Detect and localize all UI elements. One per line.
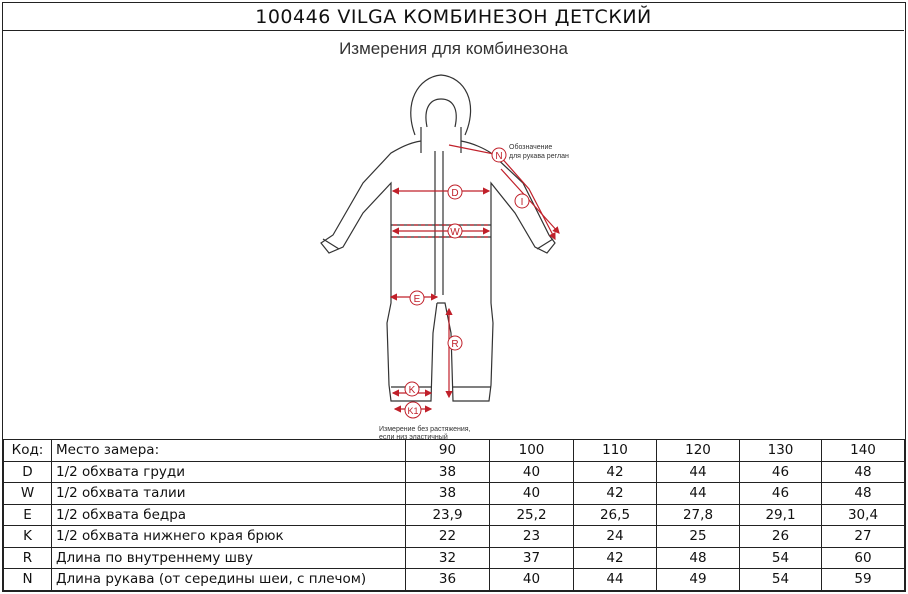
row-code: K xyxy=(4,526,52,548)
table-header-row xyxy=(4,440,905,462)
label-r: R xyxy=(451,339,459,350)
row-measure-name: 1/2 обхвата груди xyxy=(52,461,406,483)
label-d: D xyxy=(451,188,459,199)
row-value: 54 xyxy=(740,547,822,569)
row-value: 42 xyxy=(574,483,657,505)
row-code: D xyxy=(4,461,52,483)
header-size: 140 xyxy=(822,440,905,462)
row-value: 23,9 xyxy=(406,504,490,526)
row-value: 54 xyxy=(740,569,822,591)
label-i: I xyxy=(520,197,524,208)
table-row xyxy=(4,504,905,526)
row-measure-name: 1/2 обхвата нижнего края брюк xyxy=(52,526,406,548)
row-value: 23 xyxy=(490,526,574,548)
row-value: 42 xyxy=(574,461,657,483)
row-measure-name: Длина рукава (от середины шеи, с плечом) xyxy=(52,569,406,591)
row-measure-name: Длина по внутреннему шву xyxy=(52,547,406,569)
row-value: 37 xyxy=(490,547,574,569)
row-measure-name: 1/2 обхвата бедра xyxy=(52,504,406,526)
row-value: 27 xyxy=(822,526,905,548)
diagram-subtitle: Измерения для комбинезона xyxy=(339,39,568,58)
row-value: 22 xyxy=(406,526,490,548)
row-value: 25 xyxy=(657,526,740,548)
row-code: R xyxy=(4,547,52,569)
table-row xyxy=(4,547,905,569)
note-cuff-1: Измерение без растяжения, xyxy=(379,426,471,433)
row-value: 36 xyxy=(406,569,490,591)
row-value: 48 xyxy=(822,461,905,483)
label-w: W xyxy=(450,227,460,238)
row-value: 30,4 xyxy=(822,504,905,526)
size-table xyxy=(3,439,905,591)
row-value: 60 xyxy=(822,547,905,569)
row-value: 25,2 xyxy=(490,504,574,526)
row-value: 24 xyxy=(574,526,657,548)
row-code: E xyxy=(4,504,52,526)
header-size: 120 xyxy=(657,440,740,462)
label-k: K xyxy=(408,385,416,396)
measure-labels xyxy=(405,148,529,418)
header-place: Место замера: xyxy=(52,440,406,462)
row-code: W xyxy=(4,483,52,505)
row-value: 29,1 xyxy=(740,504,822,526)
row-value: 40 xyxy=(490,569,574,591)
label-k1: K1 xyxy=(407,406,419,416)
row-value: 48 xyxy=(657,547,740,569)
header-size: 90 xyxy=(406,440,490,462)
header-size: 130 xyxy=(740,440,822,462)
row-value: 27,8 xyxy=(657,504,740,526)
table-row xyxy=(4,569,905,591)
row-value: 40 xyxy=(490,461,574,483)
size-chart-sheet xyxy=(2,2,906,592)
note-raglan-1: Обозначение xyxy=(509,144,553,151)
row-value: 32 xyxy=(406,547,490,569)
header-code: Код: xyxy=(4,440,52,462)
header-size: 110 xyxy=(574,440,657,462)
row-value: 38 xyxy=(406,483,490,505)
measure-lines xyxy=(391,145,559,409)
row-value: 40 xyxy=(490,483,574,505)
row-code: N xyxy=(4,569,52,591)
label-e: E xyxy=(413,294,421,305)
page-title: 100446 VILGA КОМБИНЕЗОН ДЕТСКИЙ xyxy=(3,3,904,31)
label-n: N xyxy=(495,151,503,162)
row-value: 44 xyxy=(574,569,657,591)
row-value: 26 xyxy=(740,526,822,548)
row-value: 44 xyxy=(657,483,740,505)
row-measure-name: 1/2 обхвата талии xyxy=(52,483,406,505)
row-value: 38 xyxy=(406,461,490,483)
row-value: 46 xyxy=(740,483,822,505)
row-value: 42 xyxy=(574,547,657,569)
table-row xyxy=(4,483,905,505)
row-value: 49 xyxy=(657,569,740,591)
row-value: 46 xyxy=(740,461,822,483)
note-cuff-2: если низ эластичный xyxy=(379,434,448,439)
note-raglan-2: для рукава реглан xyxy=(509,153,569,160)
header-size: 100 xyxy=(490,440,574,462)
row-value: 48 xyxy=(822,483,905,505)
row-value: 44 xyxy=(657,461,740,483)
row-value: 59 xyxy=(822,569,905,591)
table-row xyxy=(4,461,905,483)
jumpsuit-outline xyxy=(321,75,555,401)
jumpsuit-diagram xyxy=(3,63,904,439)
row-value: 26,5 xyxy=(574,504,657,526)
table-row xyxy=(4,526,905,548)
